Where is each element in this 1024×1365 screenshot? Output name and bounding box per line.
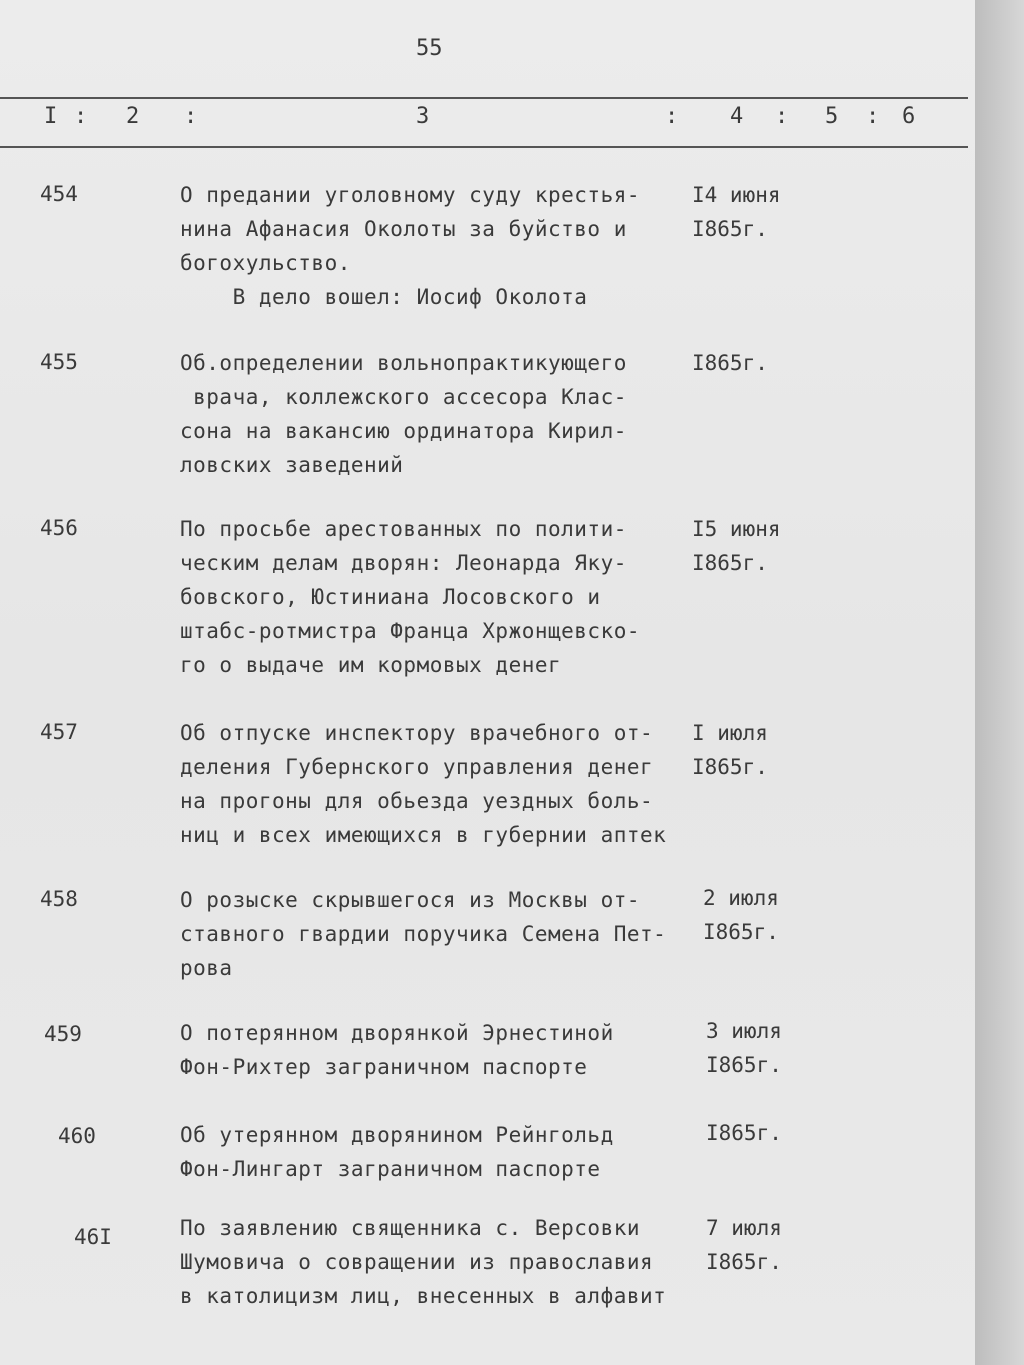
column-separator: : xyxy=(74,104,88,129)
record-number: 459 xyxy=(44,1022,82,1046)
record-number: 454 xyxy=(40,182,78,206)
record-number: 46I xyxy=(74,1225,112,1249)
record-date: I865г. xyxy=(706,1121,782,1145)
record-description: Об утерянном дворянином Рейнгольд Фон-Лингарт заграничном паспорте xyxy=(180,1123,614,1181)
record-description: О потерянном дворянкой Эрнестиной Фон-Рихтер заграничном паспорте xyxy=(180,1021,614,1079)
column-header-4: 4 xyxy=(730,104,744,129)
column-header-6: 6 xyxy=(902,104,916,129)
record-description: Об.определении вольнопрактикующего врача, коллежского ассесора Клас- сона на вакансию ординатора Кирил- ловских заведений xyxy=(180,351,627,477)
record-date: I4 июня I865г. xyxy=(692,183,781,241)
record-date: 7 июля I865г. xyxy=(706,1216,782,1274)
header-rule-top xyxy=(0,97,968,99)
record-description: По просьбе арестованных по полити- ческим делам дворян: Леонарда Яку- бовского, Юстиниана Лосовского и штабс-ротмистра Франца Хржонщевско- го о выдаче им кормовых денег xyxy=(180,517,641,677)
column-header-2: 2 xyxy=(126,104,140,129)
column-separator: : xyxy=(866,104,880,129)
record-number: 458 xyxy=(40,887,78,911)
record-number: 456 xyxy=(40,516,78,540)
header-rule-bottom xyxy=(0,146,968,148)
record-number: 455 xyxy=(40,350,78,374)
record-date: I5 июня I865г. xyxy=(692,517,781,575)
record-description: О розыске скрывшегося из Москвы от- ставного гвардии поручика Семена Пет- рова xyxy=(180,888,667,980)
page-number: 55 xyxy=(416,36,443,61)
column-header-5: 5 xyxy=(825,104,839,129)
column-separator: : xyxy=(184,104,198,129)
column-separator: : xyxy=(665,104,679,129)
record-description: О предании уголовному суду крестья- нина Афанасия Околоты за буйство и богохульство. В дело вошел: Иосиф Околота xyxy=(180,183,641,309)
record-date: 3 июля I865г. xyxy=(706,1019,782,1077)
record-description: Об отпуске инспектору врачебного от- деления Губернского управления денег на прогоны для обьезда уездных боль- ниц и всех имеющихся в губернии аптек xyxy=(180,721,667,847)
record-number: 460 xyxy=(58,1124,96,1148)
record-date: 2 июля I865г. xyxy=(703,886,779,944)
column-header-1: I xyxy=(44,104,58,129)
column-header-3: 3 xyxy=(416,104,430,129)
record-description: По заявлению священника с. Версовки Шумовича о совращении из православия в католицизм лиц, внесенных в алфавит xyxy=(180,1216,667,1308)
record-date: I865г. xyxy=(692,351,768,375)
record-date: I июля I865г. xyxy=(692,721,768,779)
page-shadow xyxy=(975,0,1024,1365)
column-separator: : xyxy=(775,104,789,129)
record-number: 457 xyxy=(40,720,78,744)
